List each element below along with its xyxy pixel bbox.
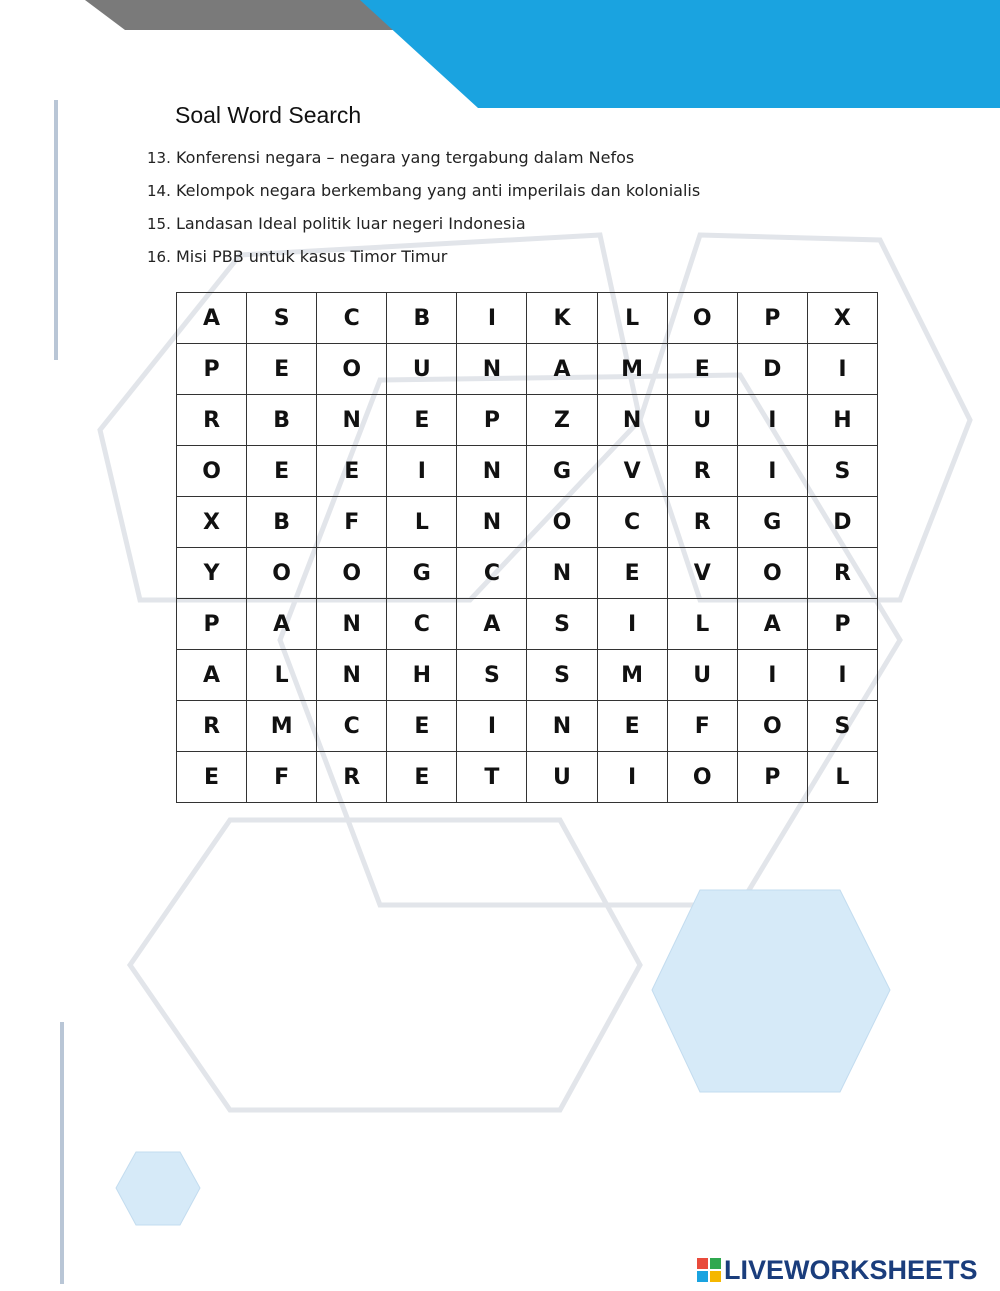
question-number: 13.	[147, 149, 171, 167]
question-item	[147, 212, 700, 245]
question-item	[147, 245, 700, 278]
grid-cell[interactable]: S	[807, 446, 877, 497]
grid-cell[interactable]: I	[597, 599, 667, 650]
grid-cell[interactable]: L	[667, 599, 737, 650]
grid-cell[interactable]: E	[667, 344, 737, 395]
grid-cell[interactable]: G	[737, 497, 807, 548]
grid-cell[interactable]: U	[527, 752, 597, 803]
grid-cell[interactable]: T	[457, 752, 527, 803]
grid-cell[interactable]: O	[737, 548, 807, 599]
grid-cell[interactable]: V	[597, 446, 667, 497]
grid-cell[interactable]: C	[457, 548, 527, 599]
grid-cell[interactable]: P	[737, 293, 807, 344]
grid-cell[interactable]: I	[737, 395, 807, 446]
logo-text: LIVEWORKSHEETS	[724, 1254, 978, 1285]
grid-cell[interactable]: F	[667, 701, 737, 752]
grid-cell[interactable]: O	[317, 344, 387, 395]
grid-cell[interactable]: P	[457, 395, 527, 446]
grid-cell[interactable]: A	[457, 599, 527, 650]
grid-row	[177, 344, 878, 395]
grid-cell[interactable]: L	[807, 752, 877, 803]
grid-cell[interactable]: B	[247, 497, 317, 548]
grid-cell[interactable]: M	[597, 344, 667, 395]
grid-cell[interactable]: E	[387, 395, 457, 446]
question-item	[147, 179, 700, 212]
left-line-top	[54, 100, 58, 360]
grid-cell[interactable]: Y	[177, 548, 247, 599]
grid-cell[interactable]: C	[597, 497, 667, 548]
grid-cell[interactable]: I	[737, 446, 807, 497]
grid-row	[177, 497, 878, 548]
grid-cell[interactable]: K	[527, 293, 597, 344]
grid-cell[interactable]: C	[387, 599, 457, 650]
word-search-grid	[176, 292, 878, 803]
grid-row	[177, 599, 878, 650]
grid-cell[interactable]: H	[807, 395, 877, 446]
grid-cell[interactable]: O	[317, 548, 387, 599]
grid-cell[interactable]: N	[457, 446, 527, 497]
grid-cell[interactable]: V	[667, 548, 737, 599]
grid-cell[interactable]: N	[527, 701, 597, 752]
grid-cell[interactable]: E	[387, 701, 457, 752]
grid-cell[interactable]: N	[317, 650, 387, 701]
grid-cell[interactable]: U	[387, 344, 457, 395]
grid-cell[interactable]: C	[317, 293, 387, 344]
grid-cell[interactable]: E	[317, 446, 387, 497]
grid-cell[interactable]: B	[387, 293, 457, 344]
grid-cell[interactable]: H	[387, 650, 457, 701]
grid-cell[interactable]: O	[177, 446, 247, 497]
question-item	[147, 146, 700, 179]
grid-cell[interactable]: P	[177, 344, 247, 395]
grid-cell[interactable]: E	[247, 446, 317, 497]
grid-row	[177, 701, 878, 752]
question-number: 14.	[147, 182, 171, 200]
question-number: 16.	[147, 248, 171, 266]
grid-row	[177, 395, 878, 446]
grid-cell[interactable]: E	[387, 752, 457, 803]
grid-cell[interactable]: R	[667, 446, 737, 497]
grid-row	[177, 293, 878, 344]
grid-cell[interactable]: A	[177, 293, 247, 344]
grid-cell[interactable]: N	[527, 548, 597, 599]
grid-cell[interactable]: D	[737, 344, 807, 395]
grid-cell[interactable]: I	[807, 344, 877, 395]
grid-cell[interactable]: E	[247, 344, 317, 395]
grid-cell[interactable]: G	[387, 548, 457, 599]
grid-cell[interactable]: P	[737, 752, 807, 803]
grid-cell[interactable]: F	[247, 752, 317, 803]
grid-cell[interactable]: N	[317, 395, 387, 446]
question-text: Misi PBB untuk kasus Timor Timur	[175, 247, 448, 266]
grid-cell[interactable]: D	[807, 497, 877, 548]
grid-cell[interactable]: I	[737, 650, 807, 701]
grid-cell[interactable]: U	[667, 650, 737, 701]
grid-cell[interactable]: R	[177, 395, 247, 446]
grid-cell[interactable]: O	[667, 752, 737, 803]
grid-cell[interactable]: R	[177, 701, 247, 752]
grid-cell[interactable]: S	[247, 293, 317, 344]
grid-cell[interactable]: E	[177, 752, 247, 803]
grid-row	[177, 650, 878, 701]
grid-cell[interactable]: I	[457, 293, 527, 344]
grid-cell[interactable]: R	[667, 497, 737, 548]
grid-cell[interactable]: O	[247, 548, 317, 599]
liveworksheets-logo-icon	[697, 1258, 721, 1282]
grid-cell[interactable]: R	[807, 548, 877, 599]
blue-hexagon-small	[116, 1152, 200, 1225]
grid-cell[interactable]: O	[667, 293, 737, 344]
grid-cell[interactable]: L	[597, 293, 667, 344]
grid-cell[interactable]: I	[457, 701, 527, 752]
grid-cell[interactable]: O	[737, 701, 807, 752]
grid-cell[interactable]: S	[807, 701, 877, 752]
grid-cell[interactable]: M	[247, 701, 317, 752]
question-text: Konferensi negara – negara yang tergabung dalam Nefos	[175, 148, 635, 167]
grid-row	[177, 446, 878, 497]
grid-cell[interactable]: S	[457, 650, 527, 701]
grid-cell[interactable]: N	[457, 497, 527, 548]
grid-cell[interactable]: S	[527, 599, 597, 650]
grid-cell[interactable]: U	[667, 395, 737, 446]
liveworksheets-logo	[697, 1252, 978, 1288]
grid-cell[interactable]: E	[597, 548, 667, 599]
grid-cell[interactable]: I	[597, 752, 667, 803]
grid-cell[interactable]: A	[737, 599, 807, 650]
grid-cell[interactable]: Z	[527, 395, 597, 446]
question-text: Kelompok negara berkembang yang anti imperilais dan kolonialis	[175, 181, 701, 200]
grid-cell[interactable]: A	[527, 344, 597, 395]
grid-cell[interactable]: L	[247, 650, 317, 701]
blue-hexagon-large	[652, 890, 890, 1092]
grid-cell[interactable]: S	[527, 650, 597, 701]
grid-cell[interactable]: N	[457, 344, 527, 395]
grid-cell[interactable]: R	[317, 752, 387, 803]
grid-cell[interactable]: C	[317, 701, 387, 752]
grid-cell[interactable]: O	[527, 497, 597, 548]
banner-gray-stripe	[85, 0, 395, 30]
grid-cell[interactable]: N	[597, 395, 667, 446]
grid-cell[interactable]: X	[177, 497, 247, 548]
banner-blue-shape	[360, 0, 1000, 108]
question-text: Landasan Ideal politik luar negeri Indonesia	[175, 214, 526, 233]
grid-cell[interactable]: F	[317, 497, 387, 548]
grid-cell[interactable]: I	[387, 446, 457, 497]
grid-cell[interactable]: A	[177, 650, 247, 701]
grid-row	[177, 752, 878, 803]
question-list	[147, 146, 700, 278]
page-title: Soal Word Search	[175, 102, 362, 128]
grid-cell[interactable]: G	[527, 446, 597, 497]
grid-cell[interactable]: E	[597, 701, 667, 752]
grid-cell[interactable]: B	[247, 395, 317, 446]
grid-cell[interactable]: N	[317, 599, 387, 650]
grid-cell[interactable]: I	[807, 650, 877, 701]
question-number: 15.	[147, 215, 171, 233]
grid-cell[interactable]: M	[597, 650, 667, 701]
grid-cell[interactable]: L	[387, 497, 457, 548]
grid-cell[interactable]: X	[807, 293, 877, 344]
grid-row	[177, 548, 878, 599]
grid-cell[interactable]: P	[807, 599, 877, 650]
left-line-bottom	[60, 1022, 64, 1284]
grid-cell[interactable]: P	[177, 599, 247, 650]
grid-cell[interactable]: A	[247, 599, 317, 650]
bg-hexagon-outline-lower	[130, 820, 640, 1110]
